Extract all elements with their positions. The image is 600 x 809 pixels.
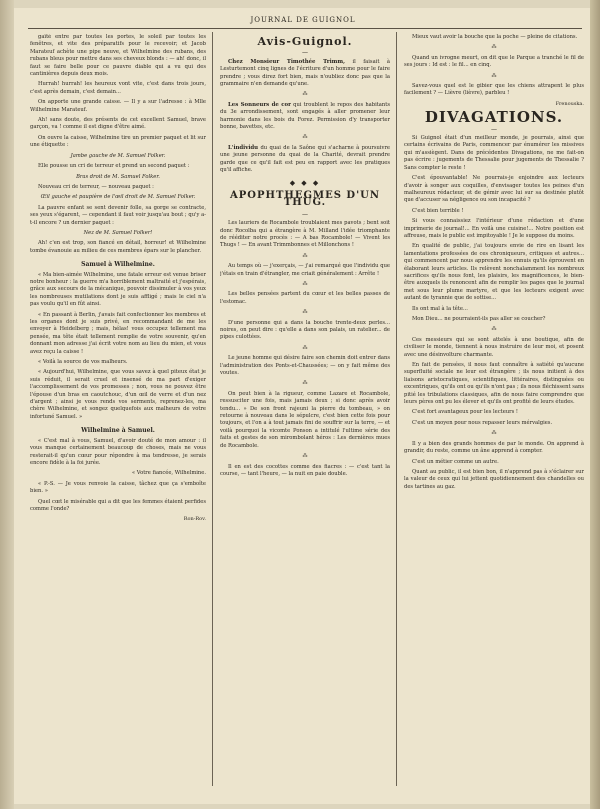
asterism: ⁂: [302, 344, 308, 351]
paragraph: Ah! c'en est trop, son fiancé en détail, horreur! et Wilhelmine tombe évanouie au milieu de ces membres épars sur le plancher.: [30, 240, 206, 254]
apophthegm: Au temps où — j'exerçais, — j'ai remarqué que l'individu que j'étais en train d'étrangler, me criait généralement : Arrête !: [220, 263, 390, 277]
avis-lead: Chez Monsieur Timothée Trimm,: [228, 58, 345, 65]
apophthegm: Les lauriers de Rocambole troublaient mes pavots ; bent soit donc Rocolba qui a étrangère à M. Milland l'idée triomphante de rééditer notre procès : — A bas Rocambole! — Vivent les Thugs ! — En avant Trimmbonnes et Millonchons !: [220, 220, 390, 249]
label-line: Œil gauche et paupière de l'œil droit de M. Samuel Folker.: [40, 194, 196, 201]
header-rule: [28, 28, 582, 29]
asterism: ⁂: [302, 134, 308, 141]
letter-paragraph: « C'est mal à vous, Samuel, d'avoir douté de mon amour : il vous manque certainement beaucoup de choses, mais ne vous resterait-il qu'un cœur pour répondre à ma tendresse, je serais encore fidèle à la foi jurée.: [30, 437, 206, 466]
letter-paragraph: « Voilà la source de vos malheurs.: [38, 359, 128, 366]
asterism: ⁂: [302, 91, 308, 98]
paragraph: Elle pousse un cri de terreur et prend un second paquet :: [38, 163, 190, 170]
column-2: [220, 34, 390, 481]
avis-text: qui troublent le repos des habitants du 3e arrondissement, sont engagés à aller promener leur harmonie dans les bois du Forez. Permission d'y transporter bonne, bavettes, etc.: [220, 101, 390, 131]
paragraph: En fait de pensées, il nous faut connaître à satiété qu'aucune superfluité sociale ne leur est étrangère ; ils nous initient à des liaisons aristocratiques, scientifiques, littéraires, distinguées ou excentriques, qu'ils ont ou qu'ils n'ont pas ; ils nous fléchissent sans pitié les tribulations classiques, afin de nous faire comprendre que leurs pères ont pu les élever et qu'ils ont profité de leurs études.: [404, 362, 584, 406]
label-line: Nez de M. Samuel Folker!: [83, 229, 153, 236]
page-edge: [590, 0, 600, 809]
apophthegm: Les belles pensées partent du cœur et les belles passes de l'estomac.: [220, 291, 390, 305]
newspaper-page: [14, 8, 592, 804]
divider-dash: —: [302, 210, 308, 218]
paragraph: C'est un métier comme un autre.: [412, 458, 499, 465]
divagations-title: DIVAGATIONS.: [424, 108, 564, 127]
page-header: JOURNAL DE GUIGNOL: [250, 16, 356, 24]
paragraph: La pauvre enfant se sent devenir folle, sa gorge se contracte, ses yeux s'égarent, — cependant il faut voir jusqu'au bout ; qu'y a-t-il encore ? un dernier paquet :: [30, 204, 206, 226]
asterism: ⁂: [302, 453, 308, 460]
paragraph: C'est bien terrible !: [412, 207, 464, 214]
apophthegm: Savez-vous quel est le gibier que les chiens attrapent le plus facilement ? — Lièvre (lièvre), parbleu !: [404, 83, 584, 97]
divider-dash: —: [302, 49, 308, 57]
label-line: Bras droit de M. Samuel Folker.: [76, 173, 160, 180]
paragraph: Si Guignol était d'un meilleur monde, je pourrais, ainsi que certains écrivains de Paris, commencer par énumérer les missives qui m'assiègent. Dans de précédentes Divagations, ne me fait-on pas écrire : jugements de Thessalie pour jugements de Thessalie ? Sans compter le reste !: [404, 135, 584, 171]
apophthegm: Mieux vaut avoir la bouche que la poche — pleine de citations.: [412, 34, 578, 40]
asterism: ⁂: [302, 309, 308, 316]
apophthegm: On peut bien à la rigueur, comme Lazare et Rocambole, ressusciter une fois, mais jamais deux ; si donc après avoir tendu... » De son front rajeuni la pierre du tombeau, » on retourne à nouveau dans le sépulcre, c'est bien cette fois pour toujours, et l'on a à tout jamais fini de souffrir sur la terre, — et voilà pourquoi la vicomte Ponson a intitulé l'ultime série des faits et gestes de son mirombolant héros : Les dernières mues de Rocambole.: [220, 390, 390, 449]
letter-paragraph: « Aujourd'hui, Wilhelmine, que vous savez à quel piteux état je suis réduit, il serait cruel et insensé de ma part d'exiger l'accomplissement de vos promesses ; non, vous ne pouvez être l'épouse d'un bras en caoutchouc, d'un œil de verre et d'un nez d'argent ; ainsi je vous rends vos serments, reprenez-les, ma chère Wilhelmine, et songez quelquefois aux malheurs de votre infortuné Samuel. »: [30, 369, 206, 420]
avis-text: du quai de la Saône qui s'acharne à poursuivre une jeune personne du quai de la Charité, devrait prendre garde que ce qu'il fait est peu en rapport avec les pratiques qu'il affiche.: [220, 144, 390, 174]
letter-signoff: « Votre fiancée, Wilhelmine.: [131, 470, 206, 477]
apophthegmes-title: APOPHTHEGMES D'UN THUG.: [230, 189, 380, 209]
paragraph: C'est un moyen pour nous repasser leurs mérvalgies.: [412, 419, 553, 426]
avis-title: Avis-Guignol.: [257, 35, 353, 48]
avis-text: il faisait à Lesturtemont cinq lignes de l'écriture d'un homme pour le faire prendre ; vous direz fort bien, mais n'oubliez donc pas que la grammaire n'en demande qu'une.: [220, 58, 390, 88]
asterism: ⁂: [491, 430, 497, 437]
paragraph: gaîté entre par toutes les portes, le soleil par toutes les fenêtres, et vite des préparatifs pour le recevoir; et Jacob Marateuf achète une pipe neuve, et Wilhelmine des rubans, des rubans bleus pour mettre dans ses cheveux blonds : — ah! donc, il faut se faire belle pour ce pauvre diable qui a vu qui des cantinières depuis deux mois.: [30, 34, 206, 78]
avis-item: [220, 59, 390, 89]
paragraph: On apporte une grande caisse. — Il y a sur l'adresse : à Mlle Wilhelmine Marateuf.: [30, 99, 206, 113]
column-divider: [396, 32, 397, 786]
avis-lead: Les Sonneurs de cor: [228, 101, 291, 108]
page-binding: [0, 0, 14, 809]
letter-paragraph: « P.-S. — Je vous renvoie la caisse, tâchez que ça s'emboîte bien. »: [30, 480, 206, 495]
letter-paragraph: « En passant à Berlin, j'avais fait confectionner les membres et les organes dont je suis privé, en recommandant de me les envoyer à Heidelberg ; mais, hélas! vous occupez tellement ma pensée, ma tête était tellement remplie de votre souvenir, qu'en donnant mon adresse j'ai écrit votre nom au lieu du mien, et vous avez reçu la caisse !: [30, 311, 206, 355]
divider-dash: —: [491, 125, 497, 133]
asterism: ⁂: [491, 44, 497, 51]
section-heading: Samuel à Wilhelmine.: [81, 261, 155, 269]
asterism: ⁂: [491, 72, 497, 79]
paragraph: On ouvre la caisse, Wilhelmine tire un premier paquet et lit sur une étiquette :: [30, 134, 206, 149]
paragraph: Ils ont mal à la tête...: [412, 305, 468, 312]
paragraph: Ces messieurs qui se sont attelés à une boutique, afin de civiliser le monde, tiennent à nous instruire de leur moi, et posent avec une désinvolture charmante.: [404, 336, 584, 358]
column-3: [404, 34, 584, 494]
avis-item: [220, 102, 390, 132]
asterism: ⁂: [302, 252, 308, 259]
section-heading: Wilhelmine à Samuel.: [81, 427, 155, 435]
asterism: ⁂: [491, 326, 497, 333]
avis-item: [220, 145, 390, 175]
apophthegm: Il en est des cocottes comme des fiacres : — c'est tant la course, — tant l'heure, — la nuit en paie double.: [220, 463, 390, 477]
paragraph: C'est épouvantable! Ne pourrais-je enjoindre aux lecteurs d'avoir à songer aux coquilles, d'envisager toutes les peines d'un malheureux rédacteur, et de gémir avec lui sur sa destinée plutôt que d'accuser sa négligence ou son incapacité ?: [404, 175, 584, 204]
paragraph: Nouveau cri de terreur, — nouveau paquet :: [38, 183, 154, 190]
paragraph: C'est fort avantageux pour les lecteurs !: [412, 409, 519, 416]
ornament-divider: ◆ ◆ ◆: [289, 178, 321, 187]
apophthegm: D'une personne qui a dans la bouche trente-deux perles... noires, on peut dire : qu'elle a dans son palais, un ratelier... de pipes culottées.: [220, 319, 390, 341]
signature: Frenouska.: [555, 100, 584, 107]
asterism: ⁂: [302, 380, 308, 387]
paragraph: En qualité de public, j'ai toujours envie de rire en lisant les lamentations professées de ces chroniqueurs, critiques et autres... qui commencent par nous apprendre les ennuis qu'ils éprouvent en élaborant leurs articles. Ils relèvent nonchalamment les nombreux sacrifices qu'ils nous font, les plaisirs, les magnificences, le bien-être auxquels ils renoncent afin de remplir les pages que le journal met sous leur plume martyre, et que les lecteurs exigent avec autant de tyrannie que de sottise...: [404, 243, 584, 302]
avis-lead: L'individu: [228, 144, 259, 151]
column-1: [30, 34, 206, 527]
paragraph: Il y a bien des grands hommes de par le monde. On apprend à grandir, du reste, comme un âne apprend à compter.: [404, 440, 584, 455]
paragraph: Ah! sans doute, des présents de cet excellent Samuel, brave garçon, va ! comme il est digne d'être aimé.: [30, 117, 206, 131]
asterism: ⁂: [302, 280, 308, 287]
apophthegm: Quand un ivrogne meurt, on dit que le Parque a tranché le fil de ses jours : Id est : le fil... en cinq.: [404, 54, 584, 69]
column-divider: [212, 32, 213, 786]
letter-paragraph: « Ma bien-aimée Wilhelmine, une fatale erreur est venue briser notre bonheur : la guerre m'a horriblement maltraité et j'espérais, grâce aux secours de la mécanique, pouvoir dissimuler à vos yeux les nombreuses mutilations dont je suis affligé ; mais le ciel n'a pas voulu qu'il en fût ainsi.: [30, 271, 206, 308]
paragraph: Quant au public, il est bien bon, il n'apprend pas à s'éclairer sur la valeur de ceux qui lui jettent quotidiennement des chandelles ou des tartines au gaz.: [404, 468, 584, 490]
label-line: Jambe gauche de M. Samuel Folker.: [70, 152, 166, 159]
letter-paragraph: Quel cœt le misérable qui a dit que les femmes étaient perfides comme l'onde?: [30, 498, 206, 512]
paragraph: Si vous connaissiez l'intérieur d'une rédaction et d'une imprimerie de journal!... En voilà une cuisine!... Notre position est affreuse, mais le public est impitoyable ! Je le suppose du moins.: [404, 218, 584, 239]
paragraph: Hurrah! hurrah! les heureux vont vite, c'est dans trois jours, c'est après demain, c'est demain...: [30, 81, 206, 95]
apophthegm: Le jeune homme qui désire faire son chemin doit entrer dans l'administration des Ponts-et-Chaussées; — on y fait même des voutes.: [220, 355, 390, 377]
paragraph: Mon Dieu... ne pourraient-ils pas aller se coucher?: [412, 316, 546, 322]
signature: Ron-Rov.: [183, 516, 206, 523]
